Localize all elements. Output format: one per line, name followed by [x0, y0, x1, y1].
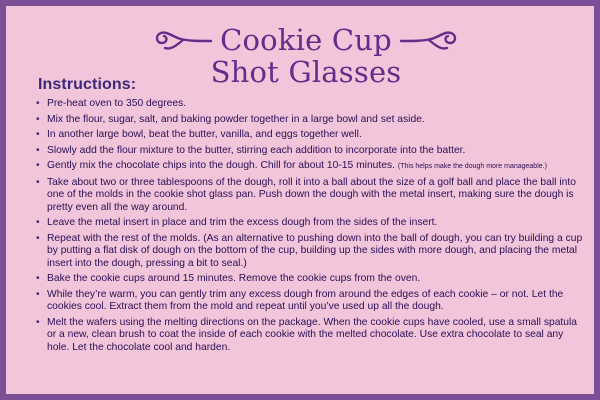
step-text: Slowly add the flour mixture to the butter, stirring each addition to incorporate into the batter.	[47, 144, 466, 156]
step-item	[36, 233, 588, 271]
step-item	[36, 317, 588, 355]
step-item	[36, 217, 588, 230]
step-text: Repeat with the rest of the molds. (As an alternative to pushing down into the ball of dough, you can try building a cup by putting a flat disk of dough on the bottom of the cup, building up the sides with more dough, and placing the metal insert into the dough, pressing a bit to seal.)	[47, 232, 583, 269]
instructions-list	[36, 98, 588, 357]
instructions-heading: Instructions:	[38, 76, 137, 93]
step-item	[36, 145, 588, 158]
title-line-2: Shot Glasses	[210, 55, 402, 89]
step-item	[36, 114, 588, 127]
step-item	[36, 289, 588, 314]
step-text: Mix the flour, sugar, salt, and baking powder together in a large bowl and set aside.	[47, 113, 425, 125]
title-line-1: Cookie Cup	[220, 23, 392, 57]
step-text: While they’re warm, you can gently trim any excess dough from around the edges of each cookie – or not. Let the cookies cool. Extract them from the mold and repeat until you’ve used up all the dough.	[47, 288, 564, 312]
recipe-card	[6, 6, 594, 394]
step-item	[36, 273, 588, 286]
step-text: Bake the cookie cups around 15 minutes. Remove the cookie cups from the oven.	[47, 273, 421, 284]
title-block	[156, 20, 456, 92]
swirl-right-icon	[399, 28, 459, 54]
step-text: Take about two or three tablespoons of the dough, roll it into a ball about the size of a golf ball and place the ball into one of the molds in the cookie shot glass pan. Push down the dough with the metal insert, making sure the dough is pretty even all the way around.	[47, 176, 576, 213]
step-item	[36, 129, 588, 142]
step-text: In another large bowl, beat the butter, vanilla, and eggs together well.	[47, 129, 362, 140]
step-text: Gently mix the chocolate chips into the dough. Chill for about 10-15 minutes.	[47, 160, 396, 171]
step-note: (This helps make the dough more manageable.)	[397, 163, 547, 170]
step-item	[36, 177, 588, 215]
step-item	[36, 160, 588, 174]
step-item	[36, 98, 588, 111]
step-text: Pre-heat oven to 350 degrees.	[47, 98, 187, 109]
step-text: Melt the wafers using the melting directions on the package. When the cookie cups have cooled, use a small spatula or a new, clean brush to coat the inside of each cookie with the melted chocolate. Use extra chocolate to seal any hole. Let the chocolate cool and harden.	[47, 316, 578, 353]
step-text: Leave the metal insert in place and trim the excess dough from the sides of the insert.	[47, 217, 438, 228]
